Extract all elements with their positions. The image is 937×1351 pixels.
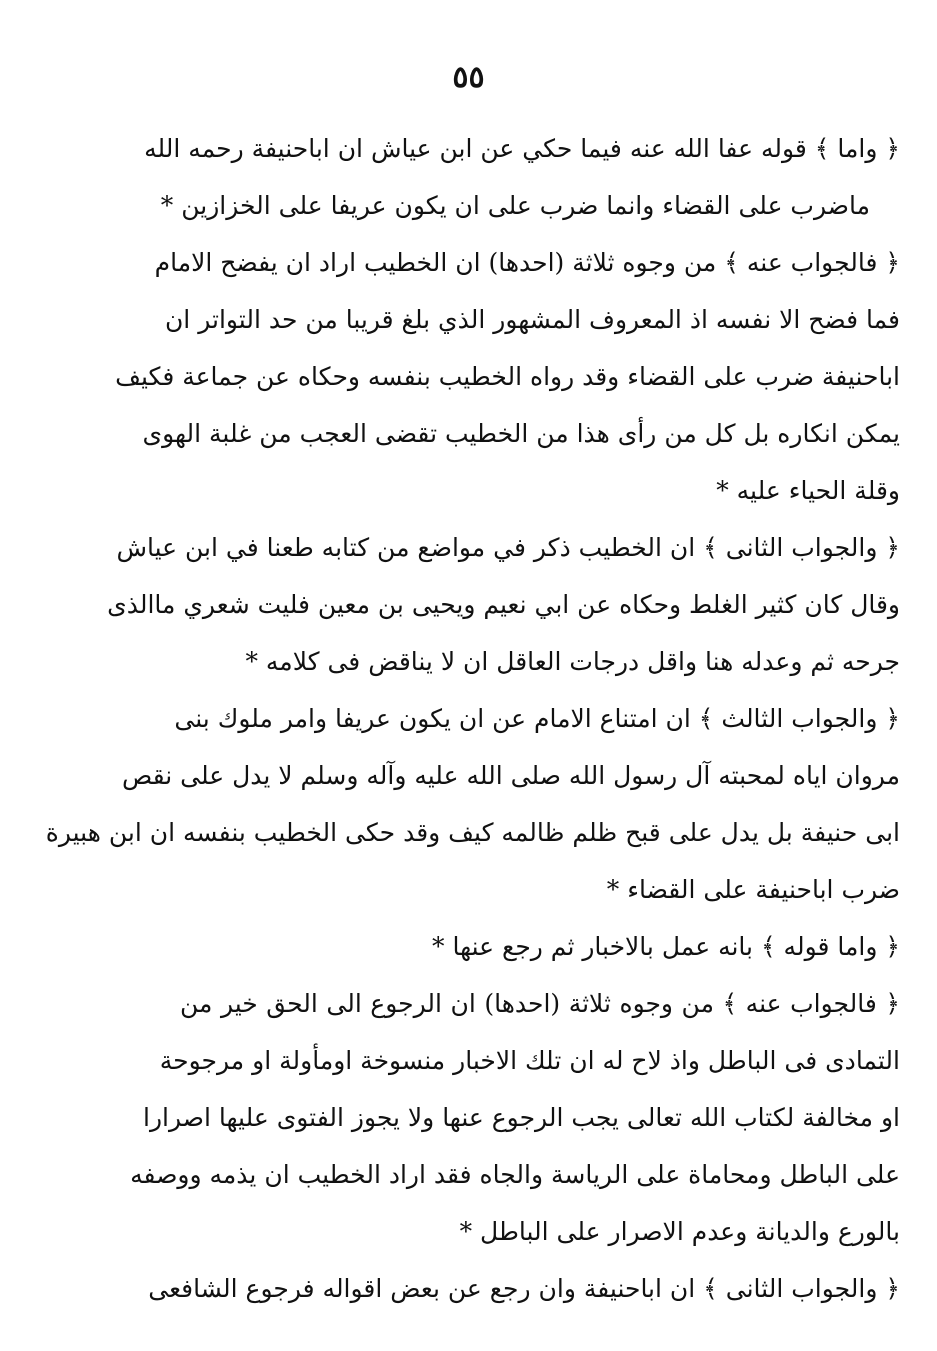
text-line: بالورع والديانة وعدم الاصرار على الباطل *	[459, 1217, 900, 1246]
text-line: وقلة الحياء عليه *	[716, 476, 900, 505]
text-line: وقال كان كثير الغلط وحكاه عن ابي نعيم ويحيى بن معين فليت شعري ماالذى	[107, 590, 900, 619]
text-line: يمكن انكاره بل كل من رأى هذا من الخطيب تقضى العجب من غلبة الهوى	[142, 419, 900, 448]
text-line: فما فضح الا نفسه اذ المعروف المشهور الذي بلغ قريبا من حد التواتر ان	[164, 305, 900, 334]
text-line: ابى حنيفة بل يدل على قبح ظلم ظالمه كيف وقد حكى الخطيب بنفسه ان ابن هبيرة	[45, 818, 900, 847]
text-line: التمادى فى الباطل واذ لاح له ان تلك الاخبار منسوخة اومأولة او مرجوحة	[159, 1046, 900, 1075]
text-line: ضرب اباحنيفة على القضاء *	[606, 875, 900, 904]
text-line: ﴿ فالجواب عنه ﴾ من وجوه ثلاثة (احدها) ان الرجوع الى الحق خير من	[180, 989, 900, 1018]
text-line: ﴿ والجواب الثالث ﴾ ان امتناع الامام عن ان يكون عريفا وامر ملوك بنى	[174, 704, 900, 733]
text-line: او مخالفة لكتاب الله تعالى يجب الرجوع عنها ولا يجوز الفتوى عليها اصرارا	[143, 1103, 900, 1132]
text-line: اباحنيفة ضرب على القضاء وقد رواه الخطيب بنفسه وحكاه عن جماعة فكيف	[115, 362, 900, 391]
text-line: ﴿ فالجواب عنه ﴾ من وجوه ثلاثة (احدها) ان الخطيب اراد ان يفضح الامام	[154, 248, 900, 277]
arabic-text-body	[45, 120, 900, 1317]
text-line: جرحه ثم وعدله هنا واقل درجات العاقل ان لا يناقض فى كلامه *	[245, 647, 900, 676]
text-line: مروان اياه لمحبته آل رسول الله صلى الله عليه وآله وسلم لا يدل على نقص	[121, 761, 900, 790]
page-number: ٥٥	[452, 60, 485, 95]
text-line: على الباطل ومحاماة على الرياسة والجاه فقد اراد الخطيب ان يذمه ووصفه	[130, 1160, 900, 1189]
text-line: ماضرب على القضاء وانما ضرب على ان يكون عريفا على الخزازين *	[160, 191, 870, 220]
text-line: ﴿ واما ﴾ قوله عفا الله عنه فيما حكي عن ابن عياش ان اباحنيفة رحمه الله	[144, 134, 900, 163]
text-line: ﴿ والجواب الثانى ﴾ ان الخطيب ذكر في مواضع من كتابه طعنا في ابن عياش	[116, 533, 900, 562]
text-line: ﴿ واما قوله ﴾ بانه عمل بالاخبار ثم رجع عنها *	[432, 932, 900, 961]
text-line: ﴿ والجواب الثانى ﴾ ان اباحنيفة وان رجع عن بعض اقواله فرجوع الشافعى	[148, 1274, 900, 1303]
